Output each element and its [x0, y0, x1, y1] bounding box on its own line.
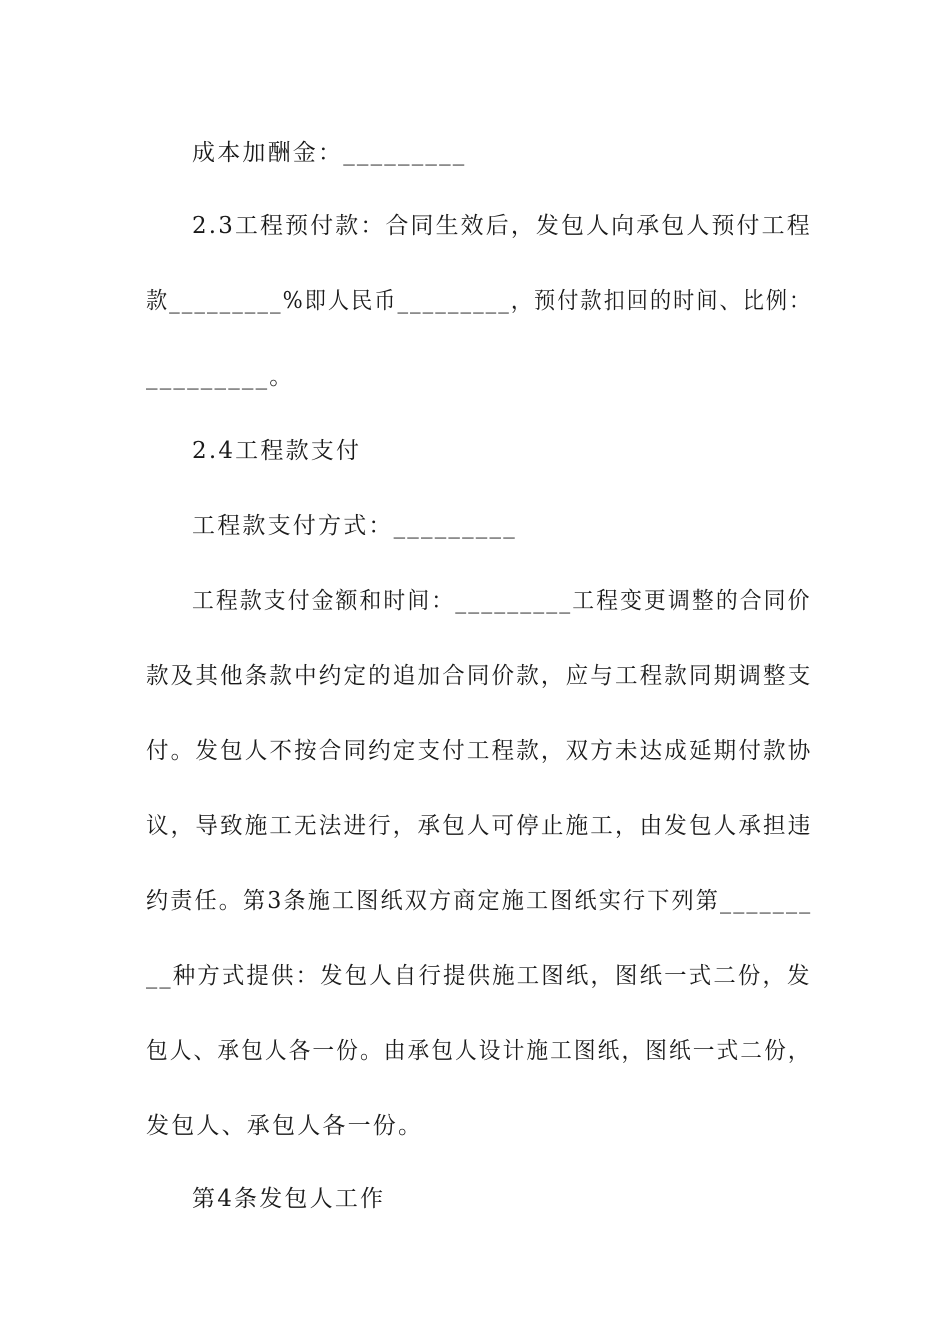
line-2-3-advance-payment: 2.3工程预付款：合同生效后，发包人向承包人预付工程	[192, 213, 812, 239]
heading-article-4: 第4条发包人工作	[192, 1186, 386, 1212]
paragraph-line: __种方式提供：发包人自行提供施工图纸，图纸一式二份，发	[146, 963, 812, 989]
paragraph-line: 包人、承包人各一份。由承包人设计施工图纸，图纸一式二份，	[146, 1038, 812, 1064]
paragraph-line: 款及其他条款中约定的追加合同价款，应与工程款同期调整支	[146, 663, 813, 689]
paragraph-line: 议，导致施工无法进行，承包人可停止施工，由发包人承担违	[146, 813, 813, 839]
paragraph-line: 发包人、承包人各一份。	[146, 1113, 424, 1139]
heading-2-4-payment: 2.4工程款支付	[192, 438, 362, 464]
paragraph-line: 约责任。第3条施工图纸双方商定施工图纸实行下列第_______	[146, 888, 813, 914]
line-cost-plus-fee: 成本加酬金：_________	[192, 140, 467, 166]
line-advance-blank: _________。	[146, 364, 295, 390]
line-payment-amount: 工程款支付金额和时间：_________工程变更调整的合同价	[192, 588, 812, 614]
line-payment-method: 工程款支付方式：_________	[192, 513, 517, 539]
paragraph-line: 付。发包人不按合同约定支付工程款，双方未达成延期付款协	[146, 738, 813, 764]
line-advance-percent: 款_________%即人民币_________，预付款扣回的时间、比例：	[146, 288, 813, 314]
